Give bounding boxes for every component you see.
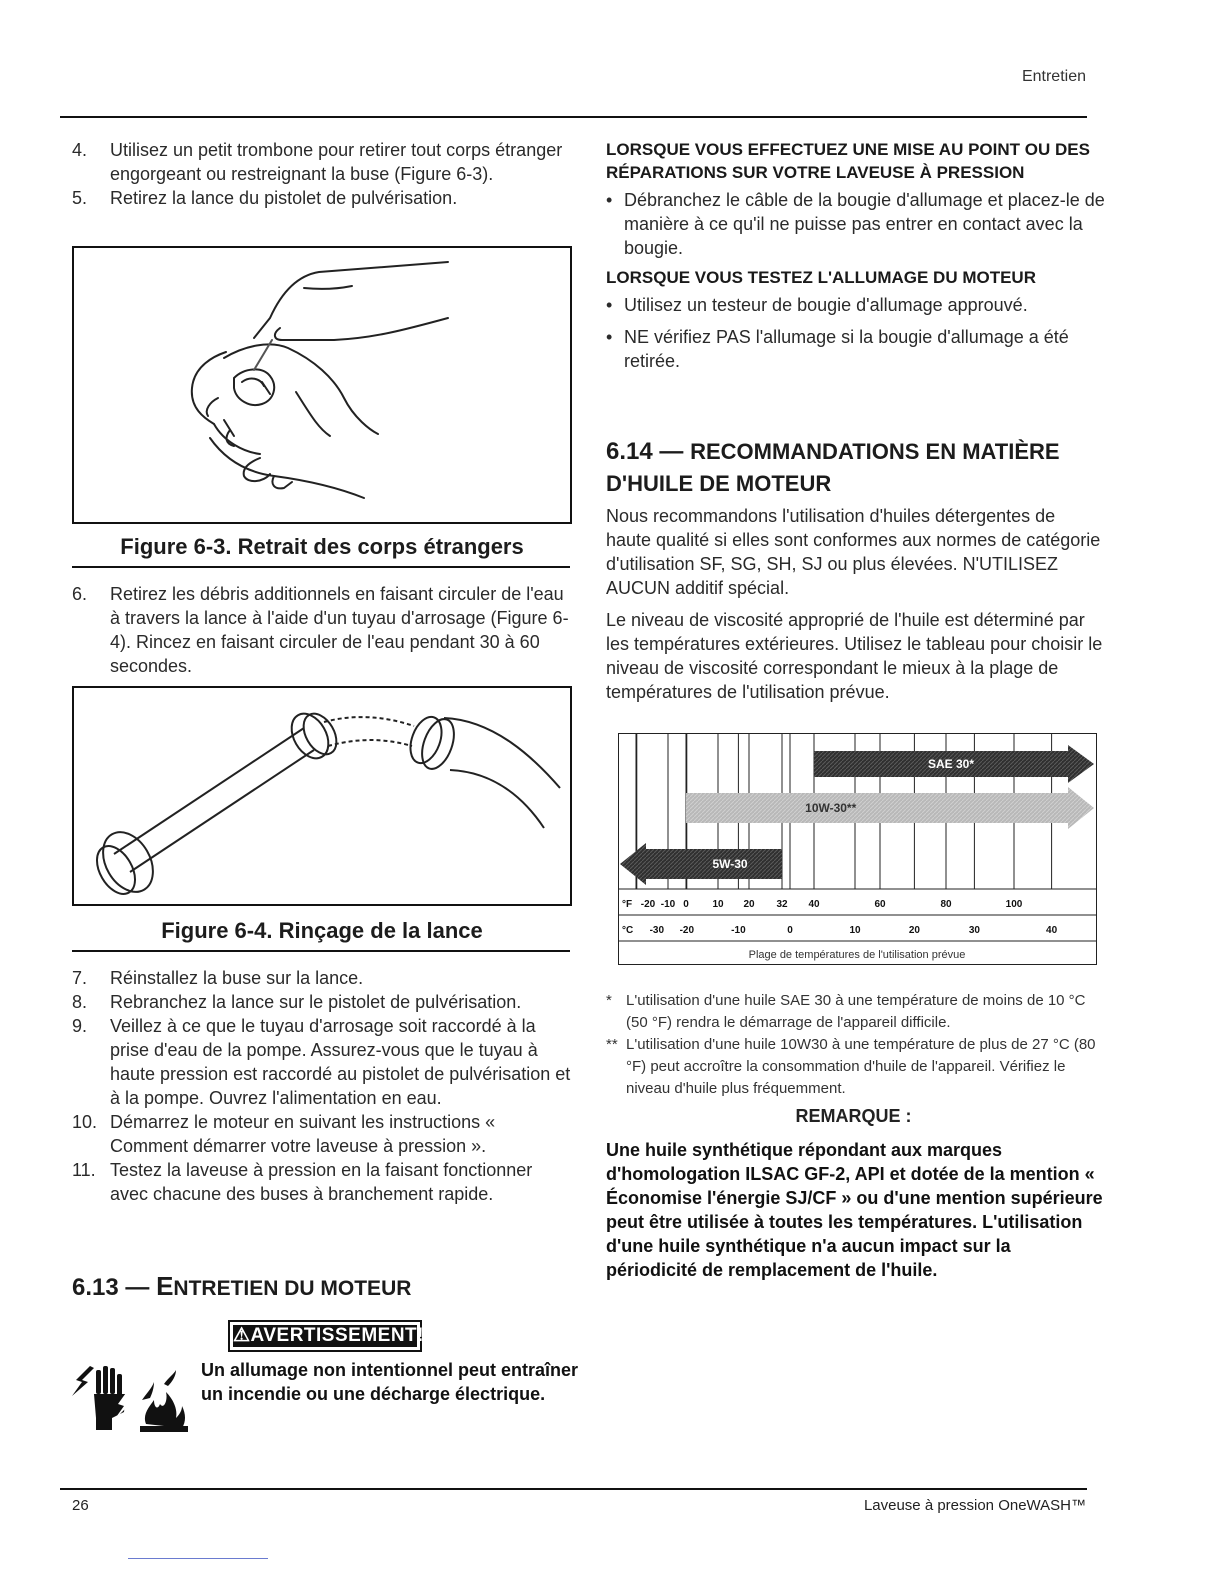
section-613-title bbox=[72, 1272, 572, 1303]
figure-6-4-rule bbox=[72, 950, 570, 952]
chart-c-tick: -10 bbox=[731, 925, 746, 936]
link-underline bbox=[128, 1558, 268, 1559]
oil-paragraphs bbox=[606, 504, 1104, 704]
figure-6-4-caption: Figure 6-4. Rinçage de la lance bbox=[161, 918, 483, 943]
footnote-mark: ** bbox=[606, 1036, 618, 1053]
chart-bar-1 bbox=[686, 787, 1094, 829]
step-number: 11. bbox=[72, 1160, 96, 1180]
step-item bbox=[72, 1014, 572, 1110]
footnote-mark: * bbox=[606, 992, 612, 1009]
step-item bbox=[72, 582, 570, 678]
step-number: 6. bbox=[72, 584, 88, 604]
chart-c-tick: -30 bbox=[649, 925, 665, 936]
bullet-dot: • bbox=[606, 295, 613, 315]
footnote bbox=[606, 1034, 1101, 1100]
chart-c-tick: 10 bbox=[849, 925, 861, 936]
footnote-text: L'utilisation d'une huile 10W30 à une température de plus de 27 °C (80 °F) peut accroître la consommation d'huile de l'appareil. Vérifiez le niveau d'huile plus fréquemment. bbox=[626, 1036, 1096, 1097]
chart-unit-c: °C bbox=[622, 925, 634, 936]
step-item bbox=[72, 1110, 572, 1158]
remark-body: Une huile synthétique répondant aux marques d'homologation ILSAC GF-2, API et dotée de la mention « Économise l'énergie SJ/CF » ou d'une mention supérieure peut être utilisée à toutes les températures. L'utilisation d'une huile synthétique n'a aucun impact sur la périodicité de remplacement de l'huile. bbox=[606, 1140, 1103, 1280]
chart-series-label: 10W-30** bbox=[805, 801, 857, 815]
step-number: 4. bbox=[72, 140, 88, 160]
heading-tuneup: LORSQUE VOUS EFFECTUEZ UNE MISE AU POINT OU DES RÉPARATIONS SUR VOTRE LAVEUSE À PRESSION bbox=[606, 140, 1090, 182]
section-614-number: 6.14 — bbox=[606, 438, 684, 465]
bullet-text: NE vérifiez PAS l'allumage si la bougie d'allumage a été retirée. bbox=[624, 327, 1069, 371]
chart-unit-f: °F bbox=[622, 899, 633, 910]
chart-f-tick: 10 bbox=[712, 899, 724, 910]
warning-text: Un allumage non intentionnel peut entraîner un incendie ou une décharge électrique. bbox=[201, 1360, 579, 1404]
step-text: Retirez les débris additionnels en faisant circuler de l'eau à travers la lance à l'aide d'un tuyau d'arrosage (Figure 6-4). Rincez en faisant circuler de l'eau pendant 30 à 60 secondes. bbox=[110, 584, 569, 676]
chart-c-tick: 40 bbox=[1046, 925, 1058, 936]
remark-title: REMARQUE : bbox=[795, 1106, 912, 1126]
right-column-top bbox=[606, 138, 1106, 381]
figure-6-3-caption: Figure 6-3. Retrait des corps étrangers bbox=[120, 534, 524, 559]
chart-f-tick: 60 bbox=[874, 899, 886, 910]
bullet-item bbox=[606, 188, 1106, 260]
step-text: Rebranchez la lance sur le pistolet de pulvérisation. bbox=[110, 992, 522, 1012]
oil-viscosity-chart-svg bbox=[618, 733, 1097, 965]
chart-f-tick: -20 bbox=[640, 899, 656, 910]
paperclip-nozzle-illustration bbox=[74, 248, 570, 522]
chart-f-tick: 80 bbox=[940, 899, 952, 910]
bullet-item bbox=[606, 325, 1106, 373]
section-613-rest: NTRETIEN DU MOTEUR bbox=[173, 1277, 412, 1300]
figure-6-4 bbox=[72, 686, 572, 906]
step-text: Réinstallez la buse sur la lance. bbox=[110, 968, 364, 988]
chart-c-tick: 0 bbox=[787, 925, 793, 936]
steps-list-c bbox=[72, 966, 572, 1206]
chart-f-tick: 100 bbox=[1005, 899, 1023, 910]
step-text: Veillez à ce que le tuyau d'arrosage soit raccordé à la prise d'eau de la pompe. Assurez-vous que le tuyau à haute pression est raccordé au pistolet de pulvérisation et à la pompe. Ouvrez l'alimentation en eau. bbox=[110, 1016, 571, 1108]
bullet-text: Débranchez le câble de la bougie d'allumage et placez-le de manière à ce qu'il ne puisse pas entrer en contact avec la bougie. bbox=[624, 190, 1105, 258]
step-number: 7. bbox=[72, 968, 88, 988]
section-614-title bbox=[606, 436, 1106, 500]
chart-series-label: SAE 30* bbox=[927, 757, 975, 771]
chart-c-tick: 30 bbox=[968, 925, 980, 936]
running-header: Entretien bbox=[1021, 68, 1086, 85]
section-613-number: 6.13 — bbox=[72, 1274, 150, 1301]
steps-list-b bbox=[72, 582, 570, 678]
step-number: 8. bbox=[72, 992, 88, 1012]
step-item bbox=[72, 186, 570, 210]
bullets-ignition-test bbox=[606, 293, 1106, 373]
heading-ignition-test: LORSQUE VOUS TESTEZ L'ALLUMAGE DU MOTEUR bbox=[606, 268, 1036, 287]
section-613-cap: E bbox=[156, 1271, 174, 1301]
chart-bar-2 bbox=[620, 843, 782, 885]
chart-f-tick: -10 bbox=[660, 899, 676, 910]
chart-xlabel: Plage de températures de l'utilisation prévue bbox=[748, 949, 966, 961]
lance-rinsing-illustration bbox=[74, 688, 570, 904]
step-text: Utilisez un petit trombone pour retirer tout corps étranger engorgeant ou restreignant la buse (Figure 6-3). bbox=[110, 140, 563, 184]
bullets-tuneup bbox=[606, 188, 1106, 260]
page-number: 26 bbox=[72, 1497, 89, 1514]
step-text: Démarrez le moteur en suivant les instructions « Comment démarrer votre laveuse à pression ». bbox=[110, 1112, 496, 1156]
header-rule bbox=[60, 116, 1087, 118]
warning-badge bbox=[228, 1320, 422, 1352]
step-item bbox=[72, 138, 570, 186]
electric-shock-fire-icon bbox=[68, 1360, 190, 1436]
figure-6-3 bbox=[72, 246, 572, 524]
chart-c-tick: -20 bbox=[679, 925, 695, 936]
footnote-text: L'utilisation d'une huile SAE 30 à une température de moins de 10 °C (50 °F) rendra le démarrage de l'appareil difficile. bbox=[626, 992, 1086, 1031]
chart-f-tick: 20 bbox=[743, 899, 755, 910]
chart-c-tick: 20 bbox=[908, 925, 920, 936]
bullet-dot: • bbox=[606, 327, 613, 347]
steps-list-a bbox=[72, 138, 570, 210]
step-item bbox=[72, 990, 572, 1014]
step-text: Testez la laveuse à pression en la faisant fonctionner avec chacune des buses à branchement rapide. bbox=[110, 1160, 533, 1204]
chart-f-tick: 32 bbox=[776, 899, 788, 910]
section-614-line2: D'HUILE DE MOTEUR bbox=[606, 471, 832, 496]
section-614-line1: RECOMMANDATIONS EN MATIÈRE bbox=[690, 439, 1060, 464]
bullet-dot: • bbox=[606, 190, 613, 210]
bullet-text: Utilisez un testeur de bougie d'allumage approuvé. bbox=[624, 295, 1028, 315]
step-text: Retirez la lance du pistolet de pulvérisation. bbox=[110, 188, 458, 208]
product-name: Laveuse à pression OneWASH™ bbox=[863, 1497, 1086, 1514]
step-item bbox=[72, 966, 572, 990]
chart-f-tick: 0 bbox=[683, 899, 689, 910]
step-number: 9. bbox=[72, 1016, 88, 1036]
step-number: 5. bbox=[72, 188, 88, 208]
warning-badge-label: ⚠AVERTISSEMENT! bbox=[233, 1325, 424, 1346]
bullet-item bbox=[606, 293, 1106, 317]
step-item bbox=[72, 1158, 572, 1206]
oil-viscosity-chart bbox=[618, 733, 1097, 965]
chart-f-tick: 40 bbox=[808, 899, 820, 910]
footer-rule bbox=[60, 1488, 1087, 1490]
oil-paragraph-2: Le niveau de viscosité approprié de l'huile est déterminé par les températures extérieures. Utilisez le tableau pour choisir le niveau de viscosité correspondant le mieux à la plage de températures de l'utilisation prévue. bbox=[606, 610, 1103, 702]
figure-6-3-rule bbox=[72, 566, 570, 568]
oil-paragraph-1: Nous recommandons l'utilisation d'huiles détergentes de haute qualité si elles sont conformes aux normes de catégorie d'utilisation SF, SG, SH, SJ ou plus élevées. N'UTILISEZ AUCUN additif spécial. bbox=[606, 506, 1101, 598]
chart-footnotes bbox=[606, 990, 1101, 1100]
footnote bbox=[606, 990, 1101, 1034]
step-number: 10. bbox=[72, 1112, 98, 1132]
chart-series-label: 5W-30 bbox=[712, 857, 748, 871]
